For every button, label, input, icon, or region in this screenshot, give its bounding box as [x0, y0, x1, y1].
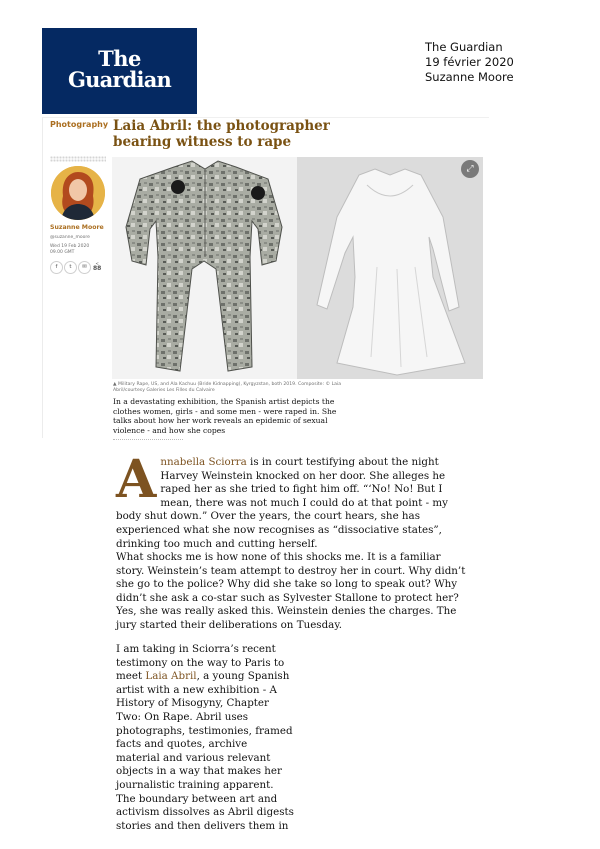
article-standfirst: In a devastating exhibition, the Spanish artist depicts the clothes women, girls - and some men - were raped in. She talks about how her work reveals an epidemic of sexual violence - and how she copes [113, 397, 337, 435]
avatar-portrait-icon [51, 166, 105, 220]
source-date: 19 février 2020 [425, 55, 514, 69]
paragraph-3 [116, 643, 294, 833]
laia-abril-link[interactable]: Laia Abril [145, 670, 197, 683]
share-count-icon: < [95, 261, 99, 266]
article-headline: Laia Abril: the photographer bearing witness to rape [113, 118, 330, 150]
guardian-logo [42, 28, 197, 114]
source-publication: The Guardian [425, 40, 503, 54]
paragraph-3-text-after: , a young Spanish artist with a new exhibition - A History of Misogyny, Chapter Two: On Rape. Abril uses photographs, testimonies, framed facts and quotes, archive material and various relevant objects in a way that makes her journalistic training apparent. The boundary between art and activism dissolves as Abril digests stories and then delivers them in [116, 670, 294, 832]
expand-image-icon[interactable]: ⤢ [461, 160, 479, 178]
email-share-icon[interactable]: ✉ [78, 261, 91, 274]
twitter-share-icon[interactable]: t [64, 261, 77, 274]
military-uniform-photo [112, 157, 297, 379]
annabella-sciorra-link[interactable]: nnabella Sciorra [160, 456, 247, 468]
publish-time: 09.00 GMT [50, 250, 75, 255]
paragraph-1 [116, 449, 468, 551]
standfirst-separator [113, 439, 183, 441]
white-dress-icon [297, 157, 483, 379]
paragraph-1-text: is in court testifying about the night Harvey Weinstein knocked on her door. She alleges he raped her as she tried to fight him off. “‘No! No! But I mean, there was not much I could do at that point - my body shut down.” Over the years, the court hears, she has experienced what she now recognises as “dissociative states”, drinking too much and cutting herself. [116, 456, 448, 550]
source-author: Suzanne Moore [425, 70, 514, 84]
white-dress-photo [297, 157, 483, 379]
divider-dots [50, 156, 106, 162]
author-name[interactable]: Suzanne Moore [50, 224, 104, 231]
logo-line-1: The [98, 46, 141, 71]
camouflage-uniform-icon [112, 157, 297, 379]
share-count-value: 88 [93, 265, 102, 272]
paragraph-2: What shocks me is how none of this shocks me. It is a familiar story. Weinstein’s team attempt to destroy her in court. Why didn’t she go to the police? Why did she take so long to speak out? Why didn’t she ask a co-star such as Sylvester Stallone to protect her? Yes, she was really asked this. Weinstein denies the charges. The jury started their deliberations on Tuesday. [116, 551, 466, 631]
drop-cap: A [116, 449, 157, 510]
paragraph-3-text-before: I am taking in Sciorra’s recent testimony on the way to Paris to meet [116, 643, 285, 683]
author-handle[interactable]: @suzanne_moore [50, 235, 90, 240]
facebook-share-icon[interactable]: f [50, 261, 63, 274]
source-meta [425, 40, 514, 85]
share-count [93, 261, 101, 271]
image-caption: ▲ Military Rape, US, and Ala Kachuu (Bride Kidnapping), Kyrgyzstan, both 2019. Composite: © Laia Abril/courtesy Galeries Les Filles du Calvaire [113, 382, 342, 393]
logo-line-2: Guardian [67, 67, 171, 92]
author-avatar[interactable] [51, 166, 105, 220]
publish-date: Wed 19 Feb 2020 [50, 244, 90, 249]
section-link[interactable]: Photography [50, 120, 109, 129]
